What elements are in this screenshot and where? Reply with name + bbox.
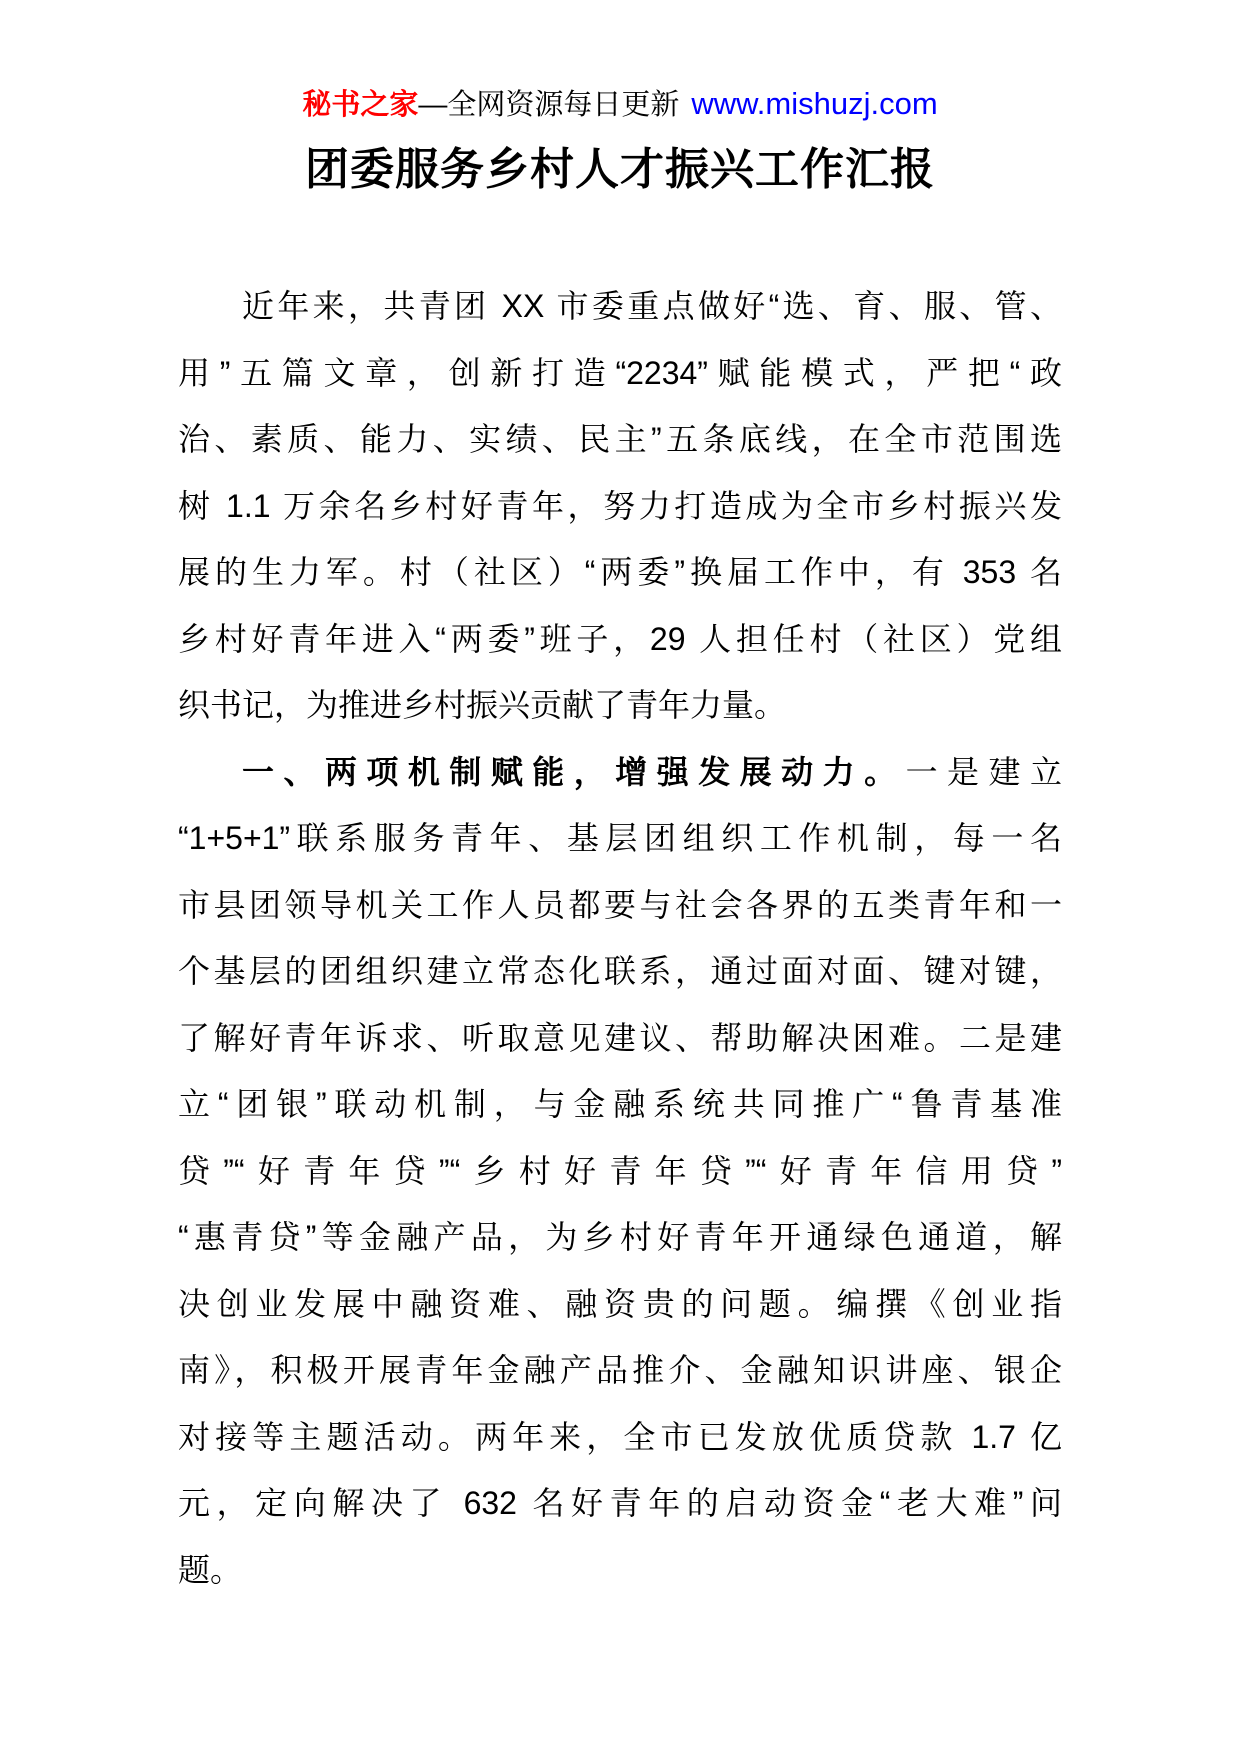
text-run: 了解好青年诉求、听取意见建议、帮助解决困难。二是建 xyxy=(178,1019,1062,1056)
paragraph-1-line-5 xyxy=(178,539,1062,606)
paragraph-2-line-6 xyxy=(178,1071,1062,1138)
paragraph-2-line-3 xyxy=(178,872,1062,939)
paragraph-2-line-11 xyxy=(178,1404,1062,1471)
site-url[interactable]: www.mishuzj.com xyxy=(691,86,938,121)
text-run: “1+5+1”联系服务青年、基层团组织工作机制，每一名 xyxy=(178,820,1062,856)
text-run: 元，定向解决了 632 名好青年的启动资金“老大难”问 xyxy=(178,1485,1062,1521)
paragraph-1-line-1 xyxy=(178,273,1062,340)
paragraph-2-line-2 xyxy=(178,805,1062,872)
paragraph-2-line-12 xyxy=(178,1470,1062,1537)
text-run: 织书记，为推进乡村振兴贡献了青年力量。 xyxy=(178,687,787,723)
text-run: 题。 xyxy=(178,1551,243,1588)
document-body xyxy=(178,273,1062,1603)
paragraph-1-line-6 xyxy=(178,606,1062,673)
paragraph-2-line-5 xyxy=(178,1005,1062,1072)
text-run: 近年来，共青团 XX 市委重点做好“选、育、服、管、 xyxy=(242,288,1062,324)
text-run: 一是建立 xyxy=(905,753,1062,790)
text-run: 贷”“好青年贷”“乡村好青年贷”“好青年信用贷” xyxy=(178,1152,1062,1189)
paragraph-2-line-13 xyxy=(178,1537,1062,1604)
paragraph-1-line-7 xyxy=(178,672,1062,739)
text-run: 对接等主题活动。两年来，全市已发放优质贷款 1.7 亿 xyxy=(178,1418,1062,1455)
text-run: 乡村好青年进入“两委”班子，29 人担任村（社区）党组 xyxy=(178,620,1062,657)
text-run: “惠青贷”等金融产品，为乡村好青年开通绿色通道，解 xyxy=(178,1219,1062,1255)
text-run: 展的生力军。村（社区）“两委”换届工作中，有 353 名 xyxy=(178,554,1062,590)
page-title: 团委服务乡村人才振兴工作汇报 xyxy=(305,145,935,194)
text-run: 决创业发展中融资难、融资贵的问题。编撰《创业指 xyxy=(178,1285,1062,1322)
site-brand: 秘书之家 xyxy=(302,89,419,121)
text-run: 立“团银”联动机制，与金融系统共同推广“鲁青基准 xyxy=(178,1086,1062,1122)
paragraph-1-line-3 xyxy=(178,406,1062,473)
text-run: 个基层的团组织建立常态化联系，通过面对面、键对键， xyxy=(178,953,1062,989)
text-run: 树 1.1 万余名乡村好青年，努力打造成为全市乡村振兴发 xyxy=(178,487,1062,524)
site-tagline: —全网资源每日更新 xyxy=(418,89,680,121)
text-run: 一、两项机制赋能，增强发展动力。 xyxy=(242,753,906,790)
paragraph-2-line-1 xyxy=(178,739,1062,806)
paragraph-2-line-4 xyxy=(178,938,1062,1005)
paragraph-2-line-10 xyxy=(178,1337,1062,1404)
text-run: 南》，积极开展青年金融产品推介、金融知识讲座、银企 xyxy=(178,1352,1062,1388)
paragraph-2-line-8 xyxy=(178,1204,1062,1271)
site-header xyxy=(0,0,1240,125)
text-run: 市县团领导机关工作人员都要与社会各界的五类青年和一 xyxy=(178,886,1062,923)
paragraph-2-line-9 xyxy=(178,1271,1062,1338)
text-run: 治、素质、能力、实绩、民主”五条底线，在全市范围选 xyxy=(178,421,1062,457)
paragraph-1-line-4 xyxy=(178,473,1062,540)
paragraph-1-line-2 xyxy=(178,340,1062,407)
paragraph-2-line-7 xyxy=(178,1138,1062,1205)
text-run: 用”五篇文章，创新打造“2234”赋能模式，严把“政 xyxy=(178,354,1062,391)
